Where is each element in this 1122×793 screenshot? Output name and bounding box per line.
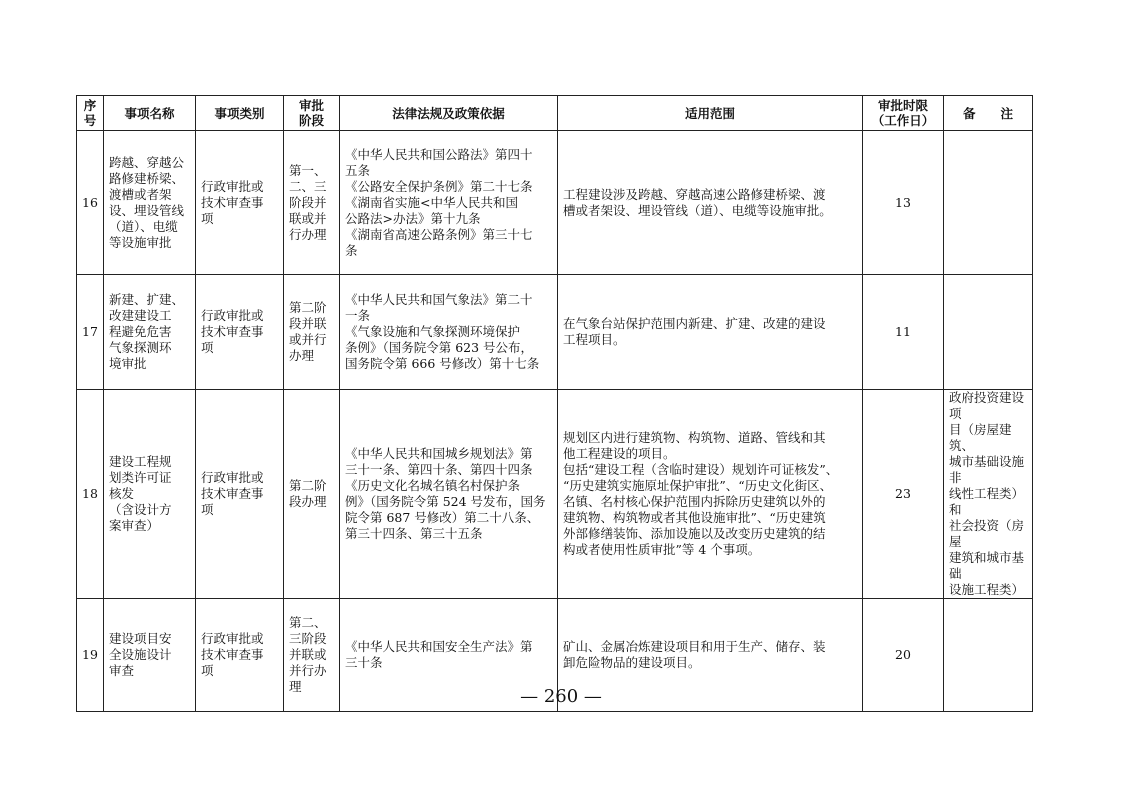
row-stage: 第二、 三阶段 并联或 并行办 理 [284,599,340,712]
row-basis: 《中华人民共和国安全生产法》第 三十条 [340,599,558,712]
row-category: 行政审批或 技术审查事 项 [196,131,284,275]
row-seq: 18 [77,390,104,599]
header-seq: 序 号 [77,96,104,131]
row-time-limit: 23 [863,390,944,599]
row-time-limit: 20 [863,599,944,712]
row-name: 建设工程规 划类许可证 核发 （含设计方 案审查） [104,390,196,599]
row-scope: 矿山、金属冶炼建设项目和用于生产、储存、装 卸危险物品的建设项目。 [558,599,863,712]
table-header-row [77,96,1033,131]
row-name: 建设项目安 全设施设计 审查 [104,599,196,712]
header-time-limit: 审批时限 （工作日） [863,96,944,131]
header-stage: 审批 阶段 [284,96,340,131]
row-seq: 16 [77,131,104,275]
row-remarks [944,275,1033,390]
row-remarks: 政府投资建设项 目（房屋建筑、 城市基础设施非 线性工程类）和 社会投资（房屋 建筑和城市基础 设施工程类） [944,390,1033,599]
row-scope: 工程建设涉及跨越、穿越高速公路修建桥梁、渡 槽或者架设、埋设管线（道）、电缆等设施审批。 [558,131,863,275]
header-category: 事项类别 [196,96,284,131]
row-scope: 规划区内进行建筑物、构筑物、道路、管线和其 他工程建设的项目。 包括“建设工程（含临时建设）规划许可证核发”、 “历史建筑实施原址保护审批”、“历史文化街区、 名镇、名村核心保护范围内拆除历史建筑以外的 建筑物、构筑物或者其他设施审批”、“历史建筑 外部修缮装饰、添加设施以及改变历史建筑的结 构或者使用性质审批”等 4 个事项。 [558,390,863,599]
row-category: 行政审批或 技术审查事 项 [196,275,284,390]
row-scope: 在气象台站保护范围内新建、扩建、改建的建设 工程项目。 [558,275,863,390]
header-remarks: 备 注 [944,96,1033,131]
approval-items-table [76,95,1033,712]
row-basis: 《中华人民共和国气象法》第二十 一条 《气象设施和气象探测环境保护 条例》（国务院令第 623 号公布， 国务院令第 666 号修改）第十七条 [340,275,558,390]
table-row [77,275,1033,390]
header-name: 事项名称 [104,96,196,131]
row-seq: 19 [77,599,104,712]
row-remarks [944,131,1033,275]
header-scope: 适用范围 [558,96,863,131]
row-time-limit: 11 [863,275,944,390]
row-stage: 第二阶 段办理 [284,390,340,599]
row-stage: 第二阶 段并联 或并行 办理 [284,275,340,390]
table-row [77,390,1033,599]
table-row [77,131,1033,275]
row-category: 行政审批或 技术审查事 项 [196,599,284,712]
page-number: — 260 — [520,686,602,707]
row-time-limit: 13 [863,131,944,275]
row-seq: 17 [77,275,104,390]
row-basis: 《中华人民共和国公路法》第四十 五条 《公路安全保护条例》第二十七条 《湖南省实施<中华人民共和国 公路法>办法》第十九条 《湖南省高速公路条例》第三十七 条 [340,131,558,275]
row-basis: 《中华人民共和国城乡规划法》第 三十一条、第四十条、第四十四条 《历史文化名城名镇名村保护条 例》（国务院令第 524 号发布，国务 院令第 687 号修改）第二十八条、 第三十四条、第三十五条 [340,390,558,599]
row-name: 跨越、穿越公 路修建桥梁、 渡槽或者架 设、埋设管线 （道）、电缆 等设施审批 [104,131,196,275]
row-stage: 第一、 二、三 阶段并 联或并 行办理 [284,131,340,275]
row-category: 行政审批或 技术审查事 项 [196,390,284,599]
row-name: 新建、扩建、 改建建设工 程避免危害 气象探测环 境审批 [104,275,196,390]
header-basis: 法律法规及政策依据 [340,96,558,131]
